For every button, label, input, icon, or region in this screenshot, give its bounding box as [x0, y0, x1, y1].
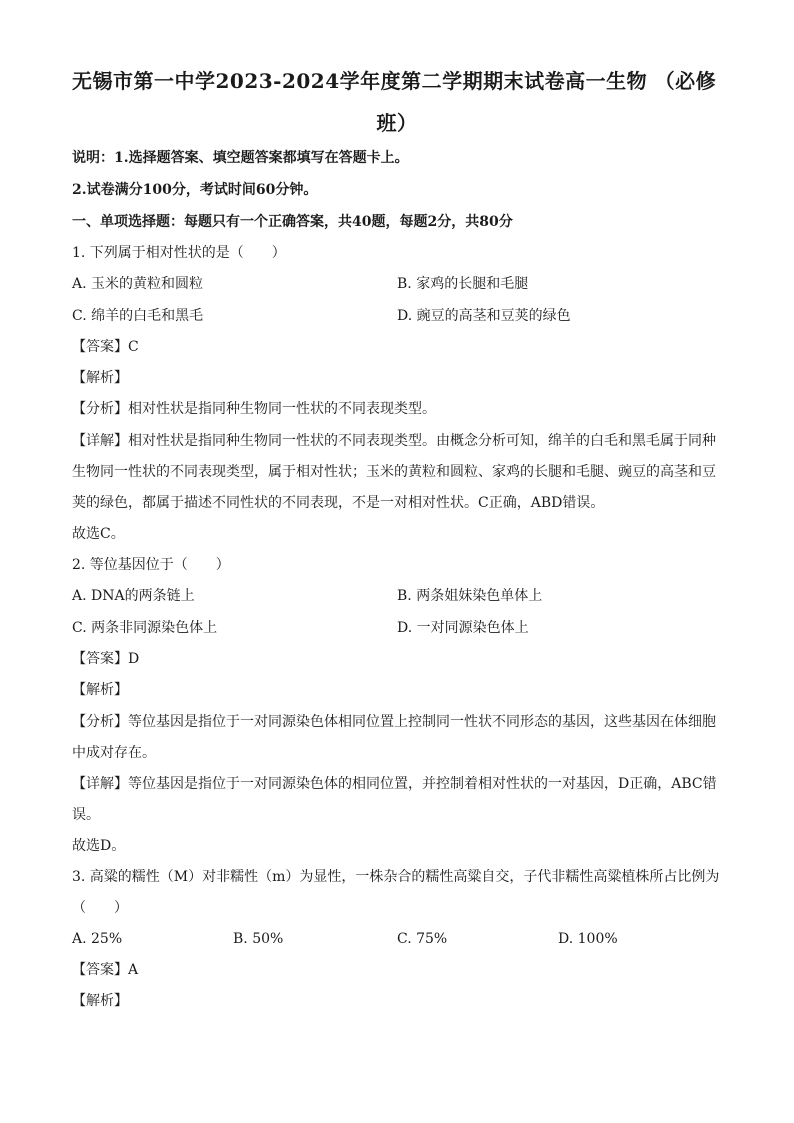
q2-option-a: A. DNA的两条链上	[72, 588, 195, 604]
q3-stem-line-1: 3. 高粱的糯性（M）对非糯性（m）为显性，一株杂合的糯性高粱自交，子代非糯性高粱植株所占比例为	[72, 869, 720, 885]
q3-option-b: B. 50%	[233, 931, 284, 947]
q3-option-d: D. 100%	[558, 931, 618, 947]
q2-stem: 2. 等位基因位于（ ）	[72, 557, 230, 573]
q2-option-c: C. 两条非同源染色体上	[72, 620, 218, 636]
exam-title: 无锡市第一中学2023-2024学年度第二学期期末试卷高一生物 （必修	[72, 69, 717, 93]
q1-fenxi: 【分析】相对性状是指同种生物同一性状的不同表现类型。	[72, 401, 436, 417]
section-heading-single-choice: 一、单项选择题：每题只有一个正确答案，共40题，每题2分，共80分	[72, 214, 513, 230]
instruction-note-2: 2.试卷满分100分，考试时间60分钟。	[72, 182, 318, 198]
q1-xiangjie-line-2: 生物同一性状的不同表现类型，属于相对性状；玉米的黄粒和圆粒、家鸡的长腿和毛腿、豌豆的高茎和豆	[72, 464, 716, 480]
q3-analysis-label: 【解析】	[72, 993, 128, 1009]
q1-option-b: B. 家鸡的长腿和毛腿	[397, 276, 529, 292]
q2-fenxi-line-2: 中成对存在。	[72, 745, 156, 761]
exam-title-continuation: 班）	[376, 111, 418, 135]
q2-option-b: B. 两条姐妹染色单体上	[397, 588, 543, 604]
q1-option-d: D. 豌豆的高茎和豆荚的绿色	[397, 308, 571, 324]
q1-answer: 【答案】C	[72, 339, 139, 355]
q2-analysis-label: 【解析】	[72, 682, 128, 698]
instruction-note-1: 说明：1.选择题答案、填空题答案都填写在答题卡上。	[72, 150, 409, 166]
q3-option-a: A. 25%	[72, 931, 123, 947]
q2-xiangjie-line-1: 【详解】等位基因是指位于一对同源染色体的相同位置，并控制着相对性状的一对基因，D正确，ABC错	[72, 776, 717, 792]
q3-answer: 【答案】A	[72, 962, 139, 978]
q2-xiangjie-line-2: 误。	[72, 807, 100, 823]
q2-conclusion: 故选D。	[72, 838, 126, 854]
q2-fenxi-line-1: 【分析】等位基因是指位于一对同源染色体相同位置上控制同一性状不同形态的基因，这些基因在体细胞	[72, 714, 716, 730]
q2-option-d: D. 一对同源染色体上	[397, 620, 529, 636]
q1-analysis-label: 【解析】	[72, 370, 128, 386]
q1-conclusion: 故选C。	[72, 526, 125, 542]
q3-option-c: C. 75%	[397, 931, 448, 947]
q1-xiangjie-line-1: 【详解】相对性状是指同种生物同一性状的不同表现类型。由概念分析可知，绵羊的白毛和黑毛属于同种	[72, 433, 716, 449]
q1-xiangjie-line-3: 荚的绿色，都属于描述不同性状的不同表现，不是一对相对性状。C正确，ABD错误。	[72, 495, 605, 511]
q1-option-a: A. 玉米的黄粒和圆粒	[72, 276, 204, 292]
q1-stem: 1. 下列属于相对性状的是（ ）	[72, 245, 286, 261]
q2-answer: 【答案】D	[72, 651, 140, 667]
q1-option-c: C. 绵羊的白毛和黑毛	[72, 308, 204, 324]
q3-stem-line-2: （ ）	[72, 900, 128, 916]
